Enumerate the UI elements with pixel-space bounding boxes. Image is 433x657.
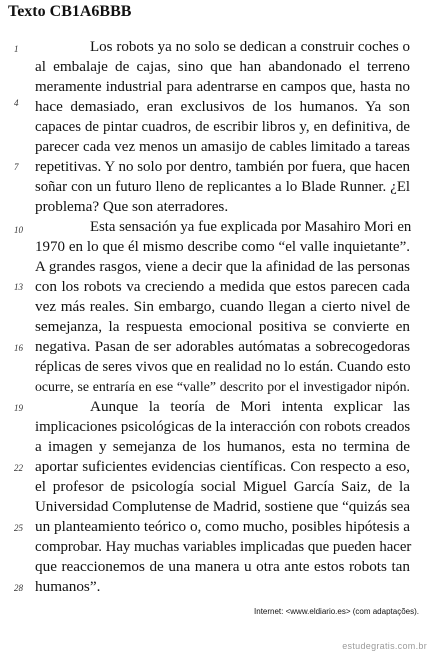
text-line: implicaciones psicológicas de la interacción con robots creados bbox=[35, 419, 411, 435]
text-line: comprobar. Hay muchas variables implicadas que pueden hacer bbox=[35, 539, 412, 555]
text-line: que reaccionemos de una manera u otra ante estos robots tan bbox=[35, 558, 410, 575]
line-number: 10 bbox=[14, 225, 23, 235]
text-line: Aunque la teoría de Mori intenta explicar las bbox=[90, 398, 410, 415]
line-number: 4 bbox=[14, 98, 19, 108]
text-line: ocurre, se entraría en ese “valle” descrito por el investigador nipón. bbox=[35, 379, 410, 394]
line-number: 22 bbox=[14, 463, 23, 473]
text-line: A grandes rasgos, viene a decir que la afinidad de las personas bbox=[35, 259, 410, 275]
text-line: al embalaje de cajas, sino que han abandonado el terreno bbox=[35, 58, 410, 75]
text-line: Los robots ya no solo se dedican a construir coches o bbox=[90, 39, 410, 55]
text-line: el profesor de psicología social Miguel García Saiz, de la bbox=[35, 478, 410, 495]
text-line: repetitivas. Y no solo por dentro, también por fuera, que hacen bbox=[35, 159, 411, 175]
text-line: humanos”. bbox=[35, 578, 101, 595]
line-number: 19 bbox=[14, 403, 23, 413]
line-number: 13 bbox=[14, 282, 23, 292]
text-line: semejanza, la respuesta emocional positiva se convierte en bbox=[35, 318, 410, 335]
text-line: a imagen y semejanza de los humanos, esta no termina de bbox=[35, 438, 410, 455]
text-line: vez más reales. Sin embargo, cuando llegan a cierto nivel de bbox=[35, 298, 410, 315]
text-line: capaces de pintar cuadros, de escribir libros y, en definitiva, de bbox=[35, 119, 410, 135]
text-line: aportar suficientes evidencias científicas. Con respecto a eso, bbox=[35, 458, 410, 475]
text-line: réplicas de seres vivos que en realidad no lo están. Cuando esto bbox=[35, 359, 411, 375]
text-line: Esta sensación ya fue explicada por Masahiro Mori en bbox=[90, 219, 412, 235]
text-line: meramente industrial para adentrarse en campos que, hasta no bbox=[35, 79, 410, 95]
text-line: soñar con un futuro lleno de replicantes a lo Blade Runner. ¿El bbox=[35, 179, 410, 195]
line-number: 7 bbox=[14, 162, 19, 172]
text-line: problema? Que son aterradores. bbox=[35, 198, 229, 215]
text-line: Universidad Complutense de Madrid, sostiene que “quizás sea bbox=[35, 499, 410, 515]
site-watermark: estudegratis.com.br bbox=[342, 641, 427, 651]
text-title: Texto CB1A6BBB bbox=[8, 3, 132, 20]
text-line: parecer cada vez menos un amasijo de cables limitado a tareas bbox=[35, 139, 410, 155]
text-line: un planteamiento teórico o, como mucho, posibles hipótesis a bbox=[35, 518, 410, 535]
line-number: 16 bbox=[14, 343, 23, 353]
text-line: 1970 en lo que él mismo describe como “el valle inquietante”. bbox=[35, 239, 410, 255]
text-line: negativa. Pasan de ser adorables autómatas a sobrecogedoras bbox=[35, 338, 410, 355]
text-line: con los robots va creciendo a medida que estos parecen cada bbox=[35, 278, 410, 295]
line-number: 25 bbox=[14, 523, 23, 533]
line-number: 28 bbox=[14, 583, 23, 593]
text-line: hace demasiado, eran exclusivos de los humanos. Ya son bbox=[35, 98, 410, 115]
source-citation: Internet: <www.eldiario.es> (com adaptações). bbox=[254, 607, 419, 616]
line-number: 1 bbox=[14, 44, 19, 54]
